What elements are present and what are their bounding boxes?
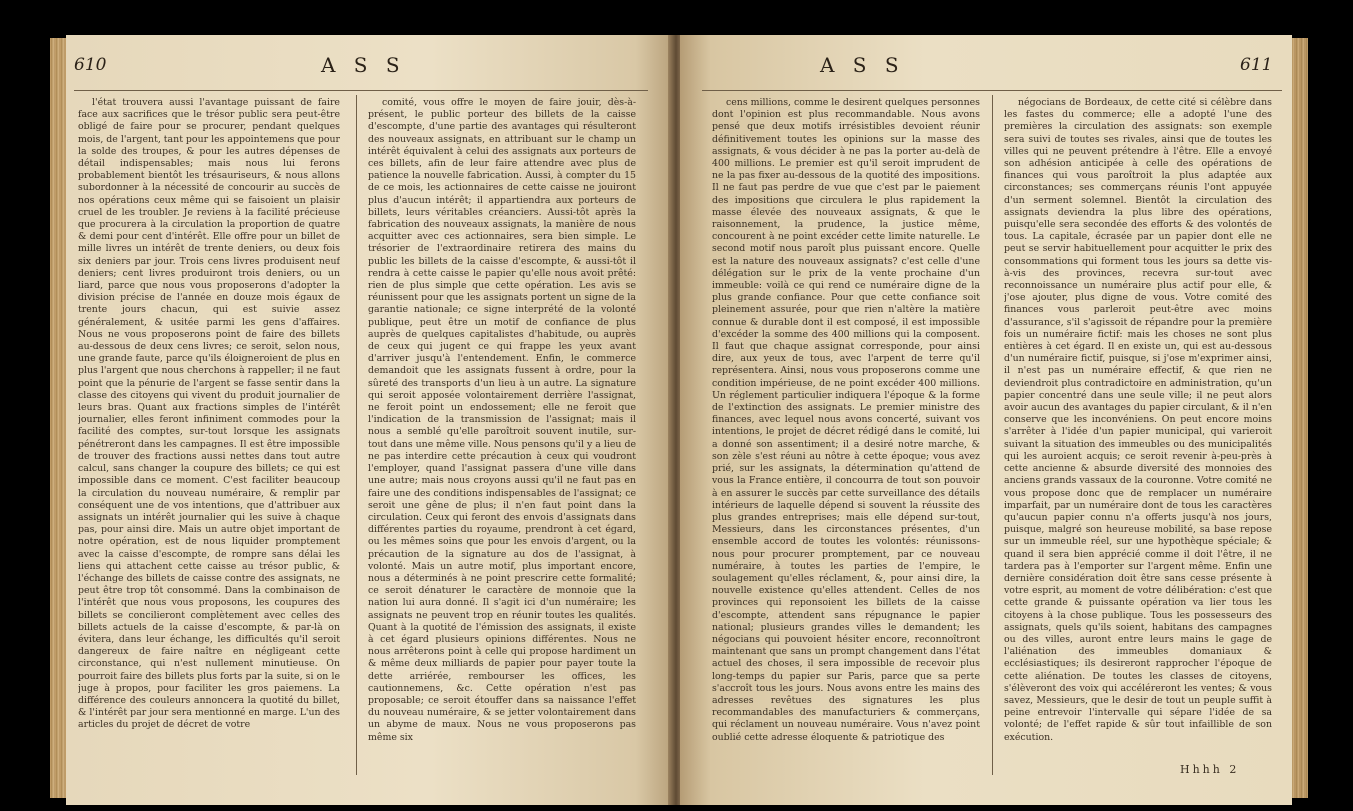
right-page-column-1 [712,97,980,777]
left-column-1-text: l'état trouvera aussi l'avantage puissant de faire face aux sacrifices que le trésor public sera peut-être obligé de faire pour se procurer, pendant quelques mois, de l'argent, tant pour les appointemens que pour la solde des troupes, & pour les autres dépenses de détail indispensables; mais nous lui ferons probablement bientôt les trésauriseurs, & nous allons subordonner à la nécessité de concourir au succès de nos opérations ceux même qui se faisoient un plaisir cruel de les troubler. Je reviens à la facilité précieuse que procurera à la circulation la proportion de quatre & demi pour cent d'intérêt. Elle offre pour un billet de mille livres un intérêt de trente deniers, ou deux fois six deniers par jour. Trois cens livres produisent neuf deniers; cent livres produiront trois deniers, ou un liard, parce que nous vous proposerons d'adopter la division précise de l'année en douze mois égaux de trente jours chacun, qui est suivie assez généralement, & usitée parmi les gens d'affaires. Nous ne vous proposerons point de faire des billets au-dessous de deux cens livres; ce seroit, selon nous, une grande faute, parce qu'ils éloigneroient de plus en plus l'argent que nous cherchons à rappeller; il ne faut point que la pénurie de l'argent se fasse sentir dans la classe des citoyens qui vivent du produit journalier de leurs bras. Quant aux fractions simples de l'intérêt journalier, elles feront infiniment commodes pour la facilité des comptes, sur-tout lorsque les assignats pénétreront dans les campagnes. Il est être impossible de trouver des fractions aussi nettes dans tout autre calcul, sans changer la coupure des billets; ce qui est impossible dans ce moment. C'est faciliter beaucoup la circulation du nouveau numéraire, & remplir par conséquent une de vos intentions, que d'attribuer aux assignats un intérêt journalier qui les suive à chaque pas, pour ainsi dire. Mais un autre objet important de notre opération, est de nous liquider promptement avec la caisse d'escompte, de rompre sans délai les liens qui attachent cette caisse au trésor public, & l'échange des billets de caisse contre des assignats, ne peut être trop tôt consommé. Dans la combinaison de l'intérêt que nous vous proposons, les coupures des billets se concilieront complètement avec celles des billets actuels de la caisse d'escompte, & par-là on évitera, dans leur échange, les difficultés qu'il seroit dangereux de faire naître en négligeant cette circonstance, qui n'est nullement minutieuse. On pourroit faire des billets plus forts par la suite, si on le juge à propos, pour faciliter les gros paiemens. La différence des couleurs annoncera la quotité du billet, & l'intérêt par jour sera mentionné en marge. L'un des articles du projet de décret de votre [78,97,340,731]
left-column-2-text: comité, vous offre le moyen de faire jouir, dès-à-présent, le public porteur des billets de la caisse d'escompte, d'une partie des avantages qui résulteront des nouveaux assignats, en attribuant sur le champ un intérêt équivalent à celui des assignats aux porteurs de ces billets, afin de leur faire attendre avec plus de patience la nouvelle fabrication. Aussi, à compter du 15 de ce mois, les actionnaires de cette caisse ne jouiront plus d'aucun intérêt; il appartiendra aux porteurs de billets, leurs véritables créanciers. Aussi-tôt après la fabrication des nouveaux assignats, la manière de nous acquitter avec ces actionnaires, sera bien simple. Le trésorier de l'extraordinaire retirera des mains du public les billets de la caisse d'escompte, & aussi-tôt il rendra à cette caisse le papier qu'elle nous avoit prêté: rien de plus simple que cette opération. Les avis se réunissent pour que les assignats portent un signe de la garantie nationale; ce signe interprété de la volonté publique, peut être un motif de confiance de plus auprès de quelques capitalistes d'habitude, ou auprès de ceux qui jugent ce qui frappe les yeux avant d'arriver jusqu'à l'entendement. Enfin, le commerce demandoit que les assignats fussent à ordre, pour la sûreté des transports d'un lieu à un autre. La signature qui seroit apposée volontairement derrière l'assignat, ne feroit point un endossement; elle ne feroit que l'indication de la transmission de l'assignat; mais il nous a semblé qu'elle paroîtroit souvent inutile, sur-tout dans une même ville. Nous pensons qu'il y a lieu de ne pas interdire cette précaution à ceux qui voudront l'employer, quand l'assignat passera d'une ville dans une autre; mais nous croyons aussi qu'il ne faut pas en faire une des conditions indispensables de l'assignat; ce seroit une gêne de plus; il n'en faut point dans la circulation. Ceux qui feront des envois d'assignats dans différentes parties du royaume, prendront à cet égard, ou les mêmes soins que pour les envois d'argent, ou la précaution de la signature au dos de l'assignat, à volonté. Mais un autre motif, plus important encore, nous a déterminés à ne point prescrire cette formalité; ce seroit dénaturer le caractère de monnoie que la nation lui aura donné. Il s'agit ici d'un numéraire; les assignats ne peuvent trop en réunir toutes les qualités. Quant à la quotité de l'émission des assignats, il existe à cet égard plusieurs opinions différentes. Nous ne nous arrêterons point à celle qui propose hardiment un & même deux milliards de papier pour payer toute la dette arriérée, rembourser les offices, les cautionnemens, &c. Cette opération n'est pas proposable; ce seroit étouffer dans sa naissance l'effet du nouveau numéraire, & se jetter volontairement dans un abyme de maux. Nous ne vous proposerons pas même six [368,97,636,743]
left-page-column-2 [368,97,636,777]
page-number-right: 611 [1240,55,1273,75]
running-head-right: A S S [820,53,905,77]
signature-mark: Hhhh 2 [1180,763,1240,776]
right-page-column-2 [1004,97,1272,747]
book-edge-right [1290,38,1308,798]
column-rule-left [356,95,357,775]
left-page-column-1 [78,97,340,777]
left-page [66,35,672,805]
right-column-1-text: cens millions, comme le desirent quelques personnes dont l'opinion est plus recommandable. Nous avons pensé que deux motifs irrésistibles devoient réunir définitivement toutes les opinions sur la masse des assignats, & vous décider à ne pas la porter au-delà de 400 millions. Le premier est qu'il seroit imprudent de ne la pas fixer au-dessous de la quotité des impositions. Il ne faut pas perdre de vue que c'est par le paiement des impositions que circulera le plus rapidement la masse élevée des nouveaux assignats, & que le raisonnement, la prudence, la justice même, concourent à ne point excéder cette limite naturelle. Le second motif nous paroît plus puissant encore. Quelle est la nature des nouveaux assignats? c'est celle d'une délégation sur le prix de la vente prochaine d'un immeuble: voilà ce qui rend ce numéraire digne de la plus grande confiance. Pour que cette confiance soit pleinement assurée, pour que rien n'altère la matière connue & durable dont il est composé, il est impossible d'excéder la somme des 400 millions qui la composent. Il faut que chaque assignat corresponde, pour ainsi dire, aux yeux de tous, avec l'arpent de terre qu'il représentera. Ainsi, nous vous proposerons comme une condition impérieuse, de ne point excéder 400 millions. Un réglement particulier indiquera l'époque & la forme de l'extinction des assignats. Le premier ministre des finances, avec lequel nous avons concerté, suivant vos intentions, le projet de décret rédigé dans le comité, lui a donné son assentiment; il a desiré notre marche, & son zèle s'est réuni au nôtre à cette époque; vous avez prié, sur les assignats, la détermination qu'attend de vous la France entière, il concourra de tout son pouvoir à en assurer le succès par cette surveillance des détails intérieurs de laquelle dépend si souvent la réussite des plus grandes entreprises; mais elle dépend sur-tout, Messieurs, dans les circonstances présentes, d'un ensemble accord de toutes les volontés: réunissons-nous pour procurer promptement, par ce nouveau numéraire, à toutes les parties de l'empire, le soulagement qu'elles réclament, &, pour ainsi dire, la nouvelle existence qu'elles attendent. Celles de nos provinces qui reponsoient les billets de la caisse d'escompte, attendent sans répugnance le papier national; plusieurs grandes villes le demandent; les négocians qui pouvoient hésiter encore, reconnoîtront maintenant que sans un prompt changement dans l'état actuel des choses, il sera impossible de recevoir plus long-temps du papier sur Paris, parce que sa perte s'accroît tous les jours. Nous avons entre les mains des adresses revêtues des signatures les plus recommandables des manufacturiers & commerçans, qui réclament un nouveau numéraire. Vous n'avez point oublié cette adresse éloquente & patriotique des [712,97,980,743]
column-rule-right [992,95,993,775]
header-rule-right [702,90,1282,91]
right-column-2-text: négocians de Bordeaux, de cette cité si célèbre dans les fastes du commerce; elle a adopté l'une des premières la circulation des assignats: son exemple sera suivi de toutes ses rivales, ainsi que de toutes les villes qui ne peuvent prétendre à l'être. Elle a envoyé son adhésion anticipée à celle des opérations de finances qui vous paroîtroit la plus adaptée aux circonstances; ses commerçans réunis l'ont appuyée d'un serment solemnel. Bientôt la circulation des assignats deviendra la plus libre des opérations, puisqu'elle sera secondée des efforts & des volontés de tous. La capitale, écrasée par un papier dont elle ne peut se servir habituellement pour acquitter le prix des consommations qui forment tous les jours sa dette vis-à-vis des provinces, recevra sur-tout avec reconnoissance un numéraire plus actif pour elle, & j'ose ajouter, plus digne de vous. Votre comité des finances vous parleroit peut-être avec moins d'assurance, s'il s'agissoit de répandre pour la première fois un numéraire fictif: mais les choses ne sont plus entières à cet égard. Il en existe un, qui est au-dessous d'un numéraire fictif, puisque, si j'ose m'exprimer ainsi, il n'est pas un numéraire effectif, & que rien ne deviendroit plus contradictoire en administration, qu'un papier concentré dans une seule ville; il ne peut alors avoir aucun des avantages du papier circulant, & il n'en conserve que les inconvéniens. On peut encore moins s'arrêter à l'idée d'un papier municipal, qui varieroit suivant la situation des immeubles ou des municipalités qui les auroient acquis; ce seroit revenir à-peu-près à cette ancienne & absurde diversité des monnoies des anciens grands vassaux de la couronne. Votre comité ne vous propose donc que de remplacer un numéraire imparfait, par un numéraire dont de tous les caractères qu'aucun papier connu n'a offerts jusqu'à nos jours, puisque, malgré son heureuse mobilité, sa base repose sur un immeuble réel, sur une hypothèque spéciale; & quand il sera bien apprécié comme il doit l'être, il ne tardera pas à l'emporter sur l'argent même. Enfin une dernière considération doit être sans cesse présente à votre esprit, au moment de votre délibération: c'est que cette grande & puissante opération va lier tous les citoyens à la chose publique. Tous les possesseurs des assignats, quels qu'ils soient, habitans des campagnes ou des villes, auront entre leurs mains le gage de l'aliénation des immeubles domaniaux & ecclésiastiques; ils desireront rapprocher l'époque de cette aliénation. De toutes les classes de citoyens, s'élèveront des voix qui accéléreront les ventes; & vous savez, Messieurs, que le desir de tout un peuple suffit à peine entrevoir l'intervalle qui sépare l'idée de sa volonté; de l'effet rapide & sûr tout infaillible de son exécution. [1004,97,1272,743]
header-rule-left [74,90,648,91]
running-head-left: A S S [321,53,406,77]
right-page [680,35,1292,805]
page-number-left: 610 [74,55,107,75]
